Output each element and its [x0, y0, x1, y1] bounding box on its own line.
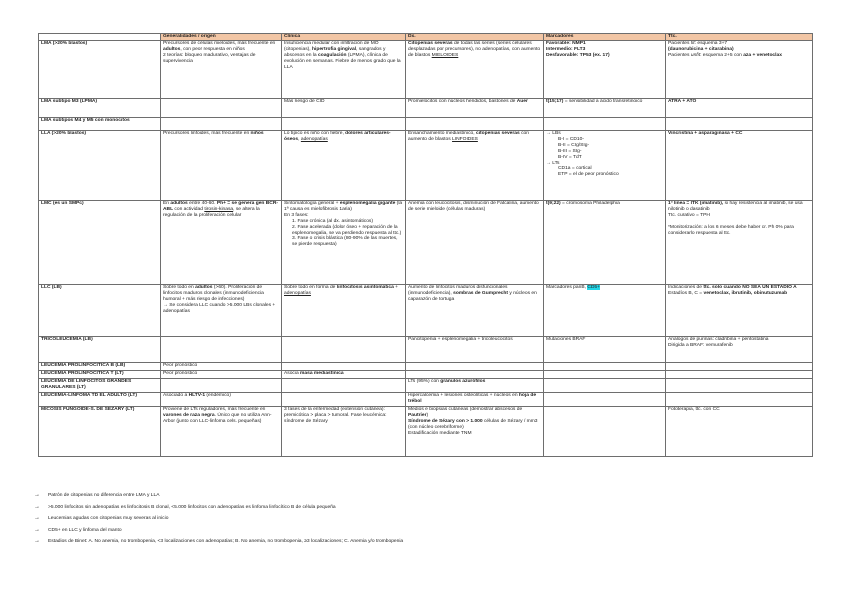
- cell-line: [546, 337, 663, 343]
- cell-line: [163, 285, 279, 303]
- header-cell-markers: Marcadores: [544, 34, 666, 41]
- cell-diagnosis: [406, 201, 544, 285]
- footnote-text: Leucemias agudas con citopenias muy severas al inicio: [48, 516, 169, 522]
- text-segment: Estadíos B, C =: [668, 291, 704, 297]
- cell-clinic: [282, 99, 406, 118]
- header-cell-treatment: Ttc.: [666, 34, 813, 41]
- cell-line: [408, 99, 541, 105]
- cell-line: [163, 201, 279, 219]
- cell-clinic: [282, 337, 406, 363]
- text-segment: , sangrados y abscesos en la: [284, 47, 386, 58]
- text-segment: gránulos azurófilos: [440, 379, 486, 385]
- text-segment: Lo típico es niño con fiebre,: [284, 131, 346, 137]
- text-segment: adultos: [195, 285, 213, 291]
- text-segment: Citopenias severas: [408, 41, 453, 47]
- text-segment: Pancitopenia + esplenomegalia + tricoleucocitos: [408, 337, 513, 343]
- text-segment: con actividad: [173, 207, 205, 213]
- text-segment: MIELOIDES: [431, 52, 459, 58]
- cell-markers: [544, 118, 666, 131]
- cell-line: [668, 99, 810, 105]
- text-segment: = cromosoma Philadelphia: [560, 201, 620, 207]
- text-segment: sombras de Gumprecht: [453, 291, 509, 297]
- cell-clinic: [282, 379, 406, 393]
- text-segment: B-I = CD10-: [558, 137, 584, 143]
- cell-origin: [161, 118, 282, 131]
- text-segment: 2 teorías: bloqueo madurativo, ventajas de supervivencia: [163, 52, 256, 64]
- cell-line: [163, 53, 279, 65]
- text-segment: Peor pronóstico: [163, 363, 198, 369]
- cell-line: [284, 131, 403, 143]
- text-segment: Aumento de linfocitos maduros disfuncionales (inmunodeficiencia),: [408, 285, 508, 297]
- text-segment: Promielocitos con núcleos hendidos, bastones de: [408, 99, 517, 105]
- cell-origin: [161, 131, 282, 201]
- cell-line: [668, 291, 810, 297]
- table-row: [39, 371, 813, 379]
- cell-diagnosis: [406, 41, 544, 99]
- text-segment: LTs (95%) con: [408, 379, 441, 385]
- row-header-cell: MICOSIS FUNGOIDE-S. DE SÉZARY (LT): [39, 407, 161, 457]
- text-segment: ,: [298, 137, 301, 143]
- text-segment: niños: [250, 131, 264, 137]
- table-body: [39, 41, 813, 457]
- cell-diagnosis: [406, 131, 544, 201]
- table-header-row: [39, 34, 813, 41]
- leukemia-summary-table: [38, 33, 813, 457]
- text-segment: HLTV-1: [188, 393, 206, 399]
- cell-treatment: [666, 99, 813, 118]
- row-header-cell: LLA (>20% blastos): [39, 131, 161, 201]
- cell-line: [163, 371, 279, 377]
- text-segment: t(15;17): [546, 99, 564, 105]
- cell-line: [163, 41, 279, 53]
- cell-diagnosis: [406, 379, 544, 393]
- text-segment: si hay resistencia al imatinib, se usa nilotinib o dasatinib: [668, 201, 803, 213]
- text-segment: linfocitosis asintomática: [336, 285, 394, 291]
- arrow-icon: →: [34, 492, 40, 498]
- footnotes: [34, 490, 794, 548]
- footnote-text: >5.000 linfocitos sin adenopatías es linfocitosis B clonal, <5.000 linfocitos con adenopatías es linfoma linfocítico B de célula pequeña: [48, 504, 336, 510]
- cell-diagnosis: [406, 285, 544, 337]
- cell-markers: [544, 285, 666, 337]
- text-segment: Hipercalcemia + lesiones osteolíticas + núcleos en: [408, 393, 519, 399]
- text-segment: ETP = el de peor pronóstico: [558, 172, 619, 178]
- arrow-icon: →: [34, 538, 40, 545]
- cell-markers: [544, 201, 666, 285]
- cell-treatment: [666, 407, 813, 457]
- text-segment: ATRA + ATO: [668, 99, 697, 105]
- row-header-cell: LEUCEMIA PROLINFOCÍTICA B (LB): [39, 363, 161, 371]
- cell-clinic: [282, 131, 406, 201]
- cell-origin: [161, 41, 282, 99]
- text-segment: CD1a = cortical: [558, 166, 592, 172]
- text-segment: Precursores linfoides, más frecuente en: [163, 131, 251, 137]
- cell-treatment: [666, 337, 813, 363]
- header-cell-clinic: Clínica: [282, 34, 406, 41]
- footnote-text: Estadios de Binet: A. No anemia, no trombopenia, <3 localizaciones con adenopatías; B. No anemia, no trombopenia, ≥3 localizaciones; C. Anemia y/o trombopenia: [48, 539, 404, 545]
- text-segment: t(9;22): [546, 201, 561, 207]
- text-segment: Sobre todo en: [163, 285, 196, 291]
- text-segment: dolores articulares-óseos: [284, 131, 391, 143]
- footnote-item: [34, 513, 794, 525]
- cell-origin: [161, 371, 282, 379]
- arrow-icon: →: [34, 515, 40, 522]
- cell-diagnosis: [406, 363, 544, 371]
- text-segment: . Único que no utiliza Ann-Arbor (junto con LLC-linfoma cels. pequeñas): [163, 413, 272, 424]
- text-segment: LINFOIDES: [452, 137, 478, 143]
- text-segment: → Se considera LLC cuando >5.000 LBs clonales + adenopatías: [163, 302, 276, 314]
- cell-line: [284, 201, 403, 213]
- cell-line: [668, 343, 810, 349]
- cell-line: [408, 431, 541, 437]
- text-segment: (>60). Proliferación de linfocitos maduros clonales (inmunodeficiencia humoral + más riesgo de infecciones): [163, 285, 264, 302]
- cell-diagnosis: [406, 118, 544, 131]
- table-row: [39, 393, 813, 407]
- text-segment: Marcadores panB,: [546, 285, 588, 291]
- table-row: [39, 363, 813, 371]
- text-segment: ttc. solo cuando NO SEA UN ESTADÍO A: [703, 285, 797, 291]
- cell-origin: [161, 285, 282, 337]
- cell-line: [546, 53, 663, 59]
- text-segment: Asociado a: [163, 393, 189, 399]
- cell-treatment: [666, 285, 813, 337]
- text-segment: de todas las series (series celulares desplazadas por precursores), no adenopatías, con aumento de blastos: [408, 41, 541, 58]
- footnote-item: [34, 536, 794, 548]
- text-segment: : esquema 3+7: [694, 41, 728, 47]
- text-segment: 1. Fase crónica (al dx. asintomáticos): [292, 218, 373, 224]
- cell-treatment: [666, 201, 813, 285]
- cell-line: [546, 172, 663, 178]
- cell-line: [668, 201, 810, 213]
- cell-line: [163, 303, 279, 315]
- text-segment: Anemia con leucocitosis, disminución de Fatcalina, aumento de serie mieloide (células maduras): [408, 201, 539, 213]
- table-row: [39, 407, 813, 457]
- table-row: [39, 201, 813, 285]
- header-cell-diagnosis: Dx.: [406, 34, 544, 41]
- text-segment: En 3 fases:: [284, 212, 309, 218]
- text-segment: Auer: [516, 99, 528, 105]
- text-segment: Asocia: [284, 371, 301, 377]
- text-segment: adultos: [170, 201, 188, 207]
- cell-markers: [544, 363, 666, 371]
- cell-treatment: [666, 363, 813, 371]
- text-segment: Análogos de purinas: cladribina + pentostatina: [668, 337, 769, 343]
- row-header-cell: LMC (es un SMPc): [39, 201, 161, 285]
- cell-clinic: [282, 363, 406, 371]
- text-segment: Proviene de LTs reguladores, más frecuente en: [163, 407, 266, 413]
- cell-line: [284, 99, 403, 105]
- header-cell-origin: Generalidades / origen: [161, 34, 282, 41]
- cell-treatment: [666, 118, 813, 131]
- summary-document: [38, 33, 812, 457]
- cell-diagnosis: [406, 371, 544, 379]
- footnote-item: [34, 502, 794, 514]
- cell-clinic: [282, 118, 406, 131]
- cell-clinic: [282, 371, 406, 379]
- cell-line: [284, 371, 403, 377]
- cell-clinic: [282, 41, 406, 99]
- text-segment: +: [393, 285, 399, 291]
- text-segment: ): [426, 413, 429, 419]
- table-row: [39, 118, 813, 131]
- table-row: [39, 41, 813, 99]
- text-segment: 2. Fase acelerada (dolor óseo + reparación de la esplenomegalia, se va perdiendo respuesta al ttc.): [292, 224, 402, 236]
- cell-diagnosis: [406, 337, 544, 363]
- text-segment: = sensibilidad a ácido transretinoico: [563, 99, 643, 105]
- text-segment: Sintomatología general +: [284, 201, 340, 207]
- text-segment: , se altera la regulación de la proliferación celular: [163, 207, 260, 218]
- row-header-cell: LMA subtipo M3 (LPMA): [39, 99, 161, 118]
- text-segment: *Monitorización: a los 6 meses debe haber cr. Ph 0% para considerarlo respuesta al ttc.: [668, 224, 794, 236]
- text-segment: Sobre todo en forma de: [284, 285, 337, 291]
- text-segment: adultos: [163, 47, 181, 53]
- text-segment: , con peor respuesta en niños: [180, 47, 245, 53]
- cell-line: [408, 419, 541, 431]
- cell-line: [284, 225, 403, 237]
- cell-treatment: [666, 379, 813, 393]
- cell-markers: [544, 337, 666, 363]
- text-segment: hoja de trébol: [408, 393, 537, 405]
- cell-treatment: [666, 131, 813, 201]
- cell-markers: [544, 393, 666, 407]
- text-segment: Pautrier: [408, 413, 427, 419]
- text-segment: hipertrofia gingival: [312, 47, 357, 53]
- row-header-cell: LEUCEMIA-LINFOMA TD EL ADULTO (LT): [39, 393, 161, 407]
- cell-origin: [161, 201, 282, 285]
- cell-treatment: [666, 371, 813, 379]
- table-row: [39, 337, 813, 363]
- text-segment: aza + venetoclax: [743, 52, 782, 58]
- text-segment: entre 40-60.: [187, 201, 217, 207]
- text-segment: 3. Fase o crisis blástica (80-90% de las muertes, se pierde respuesta): [292, 236, 398, 248]
- cell-treatment: [666, 41, 813, 99]
- text-segment: Medios e biopsias cutáneas (demostrar abscesos de: [408, 407, 523, 413]
- cell-line: [546, 285, 663, 291]
- cell-line: [408, 201, 541, 213]
- cell-line: [408, 393, 541, 405]
- cell-line: [408, 41, 541, 59]
- row-header-cell: LMA (>20% blastos): [39, 41, 161, 99]
- cell-origin: [161, 99, 282, 118]
- table-row: [39, 285, 813, 337]
- cell-line: [408, 131, 541, 143]
- cell-diagnosis: [406, 99, 544, 118]
- row-header-cell: LMA subtipos M4 y M5 con monocitos: [39, 118, 161, 131]
- text-segment: En: [163, 201, 171, 207]
- text-segment: citopenias severas: [475, 131, 520, 137]
- text-segment: Insuficiencia medular con infiltración de MO (citopenias),: [284, 41, 379, 53]
- text-segment: Pacientes: [668, 52, 691, 58]
- cell-line: [546, 99, 663, 105]
- text-segment: B-II = CIg/SIg-: [558, 142, 590, 148]
- cell-origin: [161, 393, 282, 407]
- text-segment: adenopatías: [284, 291, 311, 297]
- cell-markers: [544, 407, 666, 457]
- text-segment: Indicaciones de: [668, 285, 704, 291]
- text-segment: y núcleos en caparazón de tortuga: [408, 291, 537, 302]
- arrow-icon: →: [34, 526, 40, 533]
- cell-line: [408, 379, 541, 385]
- text-segment: Ttc. curativo = TPH: [668, 212, 710, 218]
- text-segment: (la 1ª causa es mielofibrosis 1aria): [284, 201, 403, 213]
- footnote-text: CD5+ en LLC y linfoma del manto: [48, 527, 122, 533]
- cell-markers: [544, 41, 666, 99]
- cell-diagnosis: [406, 393, 544, 407]
- cell-line: [408, 337, 541, 343]
- text-segment: (LPMA), clínica de evolución en semanas. Fiebre de menos grado que la LLA: [284, 52, 401, 70]
- cell-line: [408, 407, 541, 419]
- text-segment: : esquema 2+5 con: [700, 52, 744, 58]
- cell-diagnosis: [406, 407, 544, 457]
- cell-markers: [544, 131, 666, 201]
- cell-origin: [161, 407, 282, 457]
- text-segment: Dirigida a BRAF: vemurafenib: [668, 343, 733, 349]
- table-row: [39, 131, 813, 201]
- cell-markers: [544, 379, 666, 393]
- text-segment: Vincristina + asparaginasa + CC: [668, 131, 743, 137]
- cell-markers: [544, 99, 666, 118]
- text-segment: Pacientes: [668, 41, 691, 47]
- text-segment: → LBs: [546, 131, 561, 137]
- cell-line: [163, 393, 279, 399]
- cell-treatment: [666, 393, 813, 407]
- cell-markers: [544, 371, 666, 379]
- text-segment: con aumento de blastos: [408, 131, 529, 143]
- text-segment: 3 fases de la enfermedad (extensión cutánea): premicótica > placa > tumoral. Fase leucémica: síndrome de Sézary: [284, 407, 387, 424]
- text-segment: 1ª línea = ITK (imatinib),: [668, 201, 724, 207]
- cell-line: [284, 236, 403, 248]
- cell-line: [163, 407, 279, 425]
- cell-line: [284, 285, 403, 297]
- table-row: [39, 379, 813, 393]
- text-segment: esplenomegalia gigante: [339, 201, 396, 207]
- text-segment: Peor pronóstico: [163, 371, 198, 377]
- text-segment: venetoclax, ibrutinib, obinutuzumab: [703, 291, 788, 297]
- arrow-icon: →: [34, 503, 40, 510]
- text-segment: unfit: [690, 52, 701, 58]
- cell-line: [668, 53, 810, 59]
- text-segment: Ph+ = se genera gen BCR-ABL: [163, 201, 278, 213]
- text-segment: Estadificación mediante TNM: [408, 430, 472, 436]
- cell-clinic: [282, 285, 406, 337]
- cell-line: [163, 131, 279, 137]
- cell-origin: [161, 379, 282, 393]
- cell-line: [668, 225, 810, 237]
- table-row: [39, 99, 813, 118]
- cell-line: [546, 201, 663, 207]
- row-header-cell: LEUCEMIA PROLINFOCÍTICA T (LT): [39, 371, 161, 379]
- text-segment: tirosin-kinasa: [204, 207, 234, 213]
- text-segment: células de Sézary / mm3 (con núcleo cerebriforme): [408, 418, 538, 430]
- cell-origin: [161, 363, 282, 371]
- text-segment: CD5+: [587, 285, 600, 291]
- text-segment: Precursores de células mieloides, más frecuente en: [163, 41, 276, 47]
- row-header-cell: LEUCEMIA DE LINFOCITOS GRANDES GRANULARES (LT): [39, 379, 161, 393]
- cell-clinic: [282, 201, 406, 285]
- cell-line: [668, 131, 810, 137]
- text-segment: Desfavorable: TP53 (ex. 17): [546, 52, 610, 58]
- text-segment: Mutaciones BRAF: [546, 337, 586, 343]
- cell-clinic: [282, 407, 406, 457]
- cell-clinic: [282, 393, 406, 407]
- text-segment: → LTs: [546, 160, 560, 166]
- text-segment: Ensanchamiento mediastínico,: [408, 131, 476, 137]
- text-segment: Favorable: NMP1: [546, 41, 586, 47]
- text-segment: Síndrome de Sézary con > 1.000: [408, 418, 483, 424]
- cell-line: [668, 407, 810, 413]
- row-header-cell: LLC (LB): [39, 285, 161, 337]
- text-segment: B-IV = TdT: [558, 154, 582, 160]
- footnote-item: [34, 525, 794, 537]
- text-segment: Intermedio: FLT3: [546, 47, 586, 53]
- text-segment: Fototerapia, ttc. con CC: [668, 407, 720, 413]
- text-segment: adenopatías: [300, 137, 328, 143]
- cell-line: [163, 363, 279, 369]
- row-header-cell: TRICOLEUCEMIA (LB): [39, 337, 161, 363]
- cell-line: [408, 285, 541, 303]
- header-cell-empty: [39, 34, 161, 41]
- cell-line: [284, 41, 403, 70]
- text-segment: masa mediastínica: [300, 371, 344, 377]
- text-segment: coagulación: [317, 52, 347, 58]
- text-segment: fit: [690, 41, 695, 47]
- text-segment: (daunorubicina + citarabina): [668, 47, 734, 53]
- text-segment: B-III = SIg-: [558, 148, 582, 154]
- cell-line: [284, 407, 403, 425]
- footnote-text: Patrón de citopenias no diferencia entre LMA y LLA: [48, 493, 160, 498]
- text-segment: varones de raza negra: [163, 413, 215, 419]
- text-segment: Más riesgo de CID: [284, 99, 325, 105]
- text-segment: (endémico): [205, 393, 231, 399]
- cell-origin: [161, 337, 282, 363]
- footnote-item: [34, 490, 794, 502]
